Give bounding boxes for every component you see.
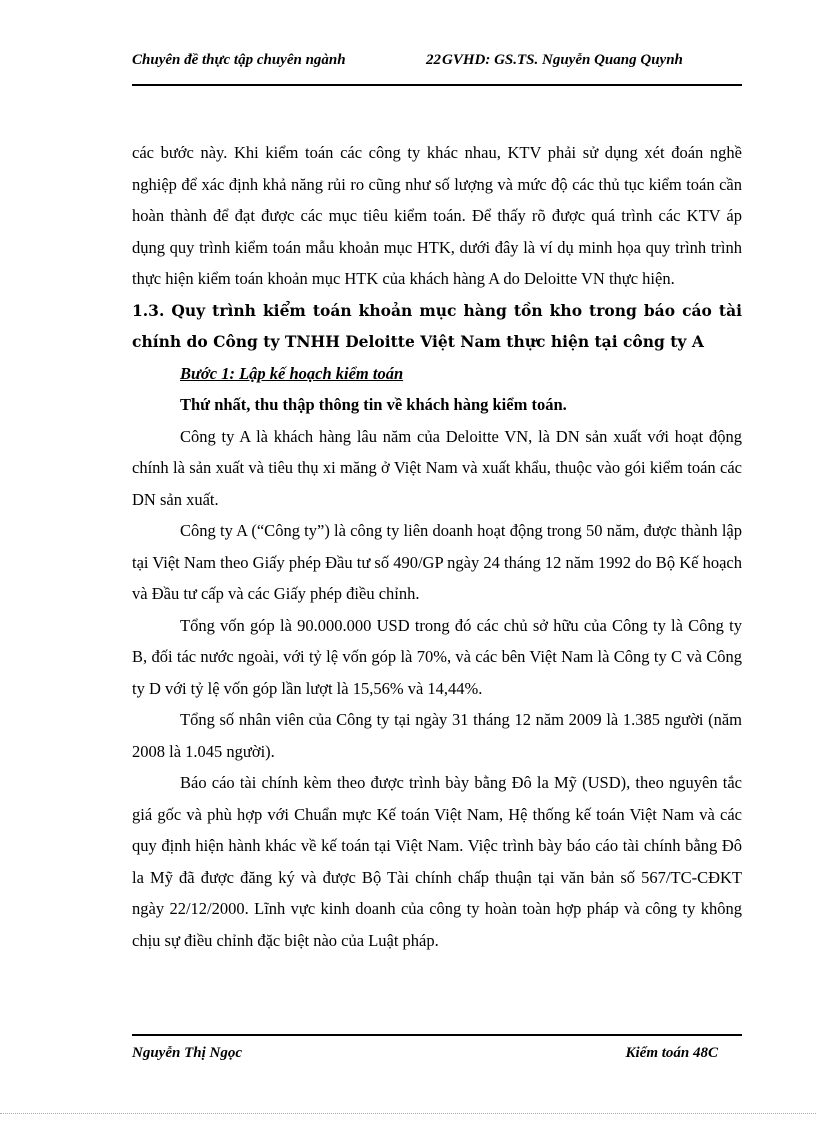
paragraph: Công ty A là khách hàng lâu năm của Deloitte VN, là DN sản xuất với hoạt động chính là sản xuất và tiêu thụ xi măng ở Việt Nam và xuất khẩu, thuộc vào gói kiểm toán các DN sản xuất. xyxy=(132,426,742,509)
header-rule xyxy=(132,84,742,86)
header-title: Chuyên đề thực tập chuyên ngành xyxy=(132,52,346,68)
document-body xyxy=(132,137,742,956)
paragraph: Tổng số nhân viên của Công ty tại ngày 31 tháng 12 năm 2009 là 1.385 người (năm 2008 là 1.045 người). xyxy=(132,710,742,761)
paragraph-intro: các bước này. Khi kiểm toán các công ty khác nhau, KTV phải sử dụng xét đoán nghề nghiệp để xác định khả năng rủi ro cũng như số lượng và mức độ các thủ tục kiểm toán cần hoàn thành để đạt được các mục tiêu kiểm toán. Để thấy rõ được quá trình các KTV áp dụng quy trình kiểm toán mẫu khoản mục HTK, dưới đây là ví dụ minh họa quy trình trình thực hiện kiểm toán khoản mục HTK của khách hàng A do Deloitte VN thực hiện. xyxy=(132,143,742,288)
page-header xyxy=(132,52,742,72)
footer-class: Kiểm toán 48C xyxy=(625,1045,718,1061)
paragraph: Công ty A (“Công ty”) là công ty liên doanh hoạt động trong 50 năm, được thành lập tại Việt Nam theo Giấy phép Đầu tư số 490/GP ngày 24 tháng 12 năm 1992 do Bộ Kế hoạch và Đầu tư cấp và các Giấy phép điều chỉnh. xyxy=(132,521,742,603)
header-supervisor: GVHD: GS.TS. Nguyễn Quang Quynh xyxy=(442,52,683,68)
footer-author: Nguyễn Thị Ngọc xyxy=(132,1045,242,1061)
paragraph: Tổng vốn góp là 90.000.000 USD trong đó các chủ sở hữu của Công ty là Công ty B, đối tác nước ngoài, với tỷ lệ vốn góp là 70%, và các bên Việt Nam là Công ty C và Công ty D với tỷ lệ vốn góp lần lượt là 15,56% và 14,44%. xyxy=(132,615,742,698)
page-number: 22 xyxy=(426,52,441,68)
section-heading: 1.3. Quy trình kiểm toán khoản mục hàng tồn kho trong báo cáo tài chính do Công ty TNHH Deloitte Việt Nam thực hiện tại công ty A xyxy=(132,300,742,351)
step-heading: Bước 1: Lập kế hoạch kiểm toán xyxy=(180,363,404,383)
page-footer xyxy=(132,1045,742,1065)
paragraph: Báo cáo tài chính kèm theo được trình bày bằng Đô la Mỹ (USD), theo nguyên tắc giá gốc và phù hợp với Chuẩn mực Kế toán Việt Nam, Hệ thống kế toán Việt Nam và các quy định hiện hành khác về kế toán tại Việt Nam. Việc trình bày báo cáo tài chính bằng Đô la Mỹ đã được đăng ký và được Bộ Tài chính chấp thuận tại văn bản số 567/TC-CĐKT ngày 22/12/2000. Lĩnh vực kinh doanh của công ty hoàn toàn hợp pháp và công ty không chịu sự điều chỉnh đặc biệt nào của Luật pháp. xyxy=(132,773,742,950)
footer-rule xyxy=(132,1034,742,1036)
page-boundary xyxy=(0,1113,816,1114)
subheading: Thứ nhất, thu thập thông tin về khách hàng kiểm toán. xyxy=(180,395,567,414)
